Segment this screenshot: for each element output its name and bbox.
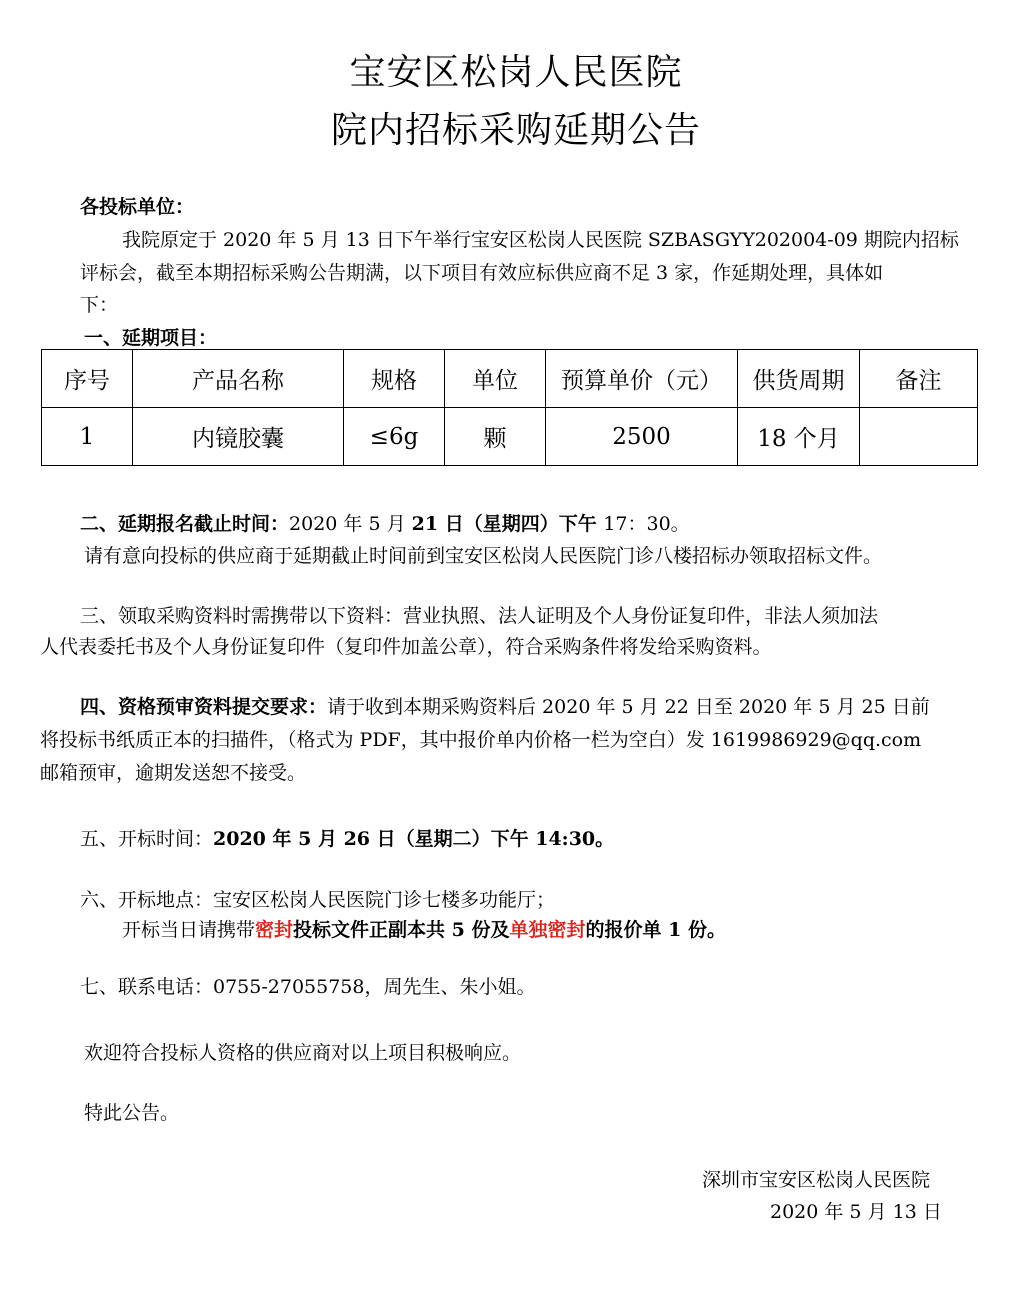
signature-org: 深圳市宝安区松岗人民医院: [702, 1169, 931, 1191]
section-5-value: 2020 年 5 月 26 日（星期二）下午 14:30。: [213, 828, 615, 850]
section-6-instruction: [122, 915, 726, 942]
salutation: 各投标单位：: [80, 196, 195, 218]
section-1-label: 一、延期项目：: [84, 327, 218, 349]
section-2-weekday: 日（星期四）下午: [438, 513, 604, 535]
section-6-text-a: 开标当日请携带: [122, 919, 256, 941]
section-7-contact: 七、联系电话：0755-27055758，周先生、朱小姐。: [80, 976, 536, 998]
header-cell-spec: 规格: [344, 350, 445, 408]
header-cell-price: 预算单价（元）: [546, 350, 738, 408]
section-6-location: 六、开标地点：宝安区松岗人民医院门诊七楼多功能厅；: [80, 889, 556, 911]
notice-title-hospital: 宝安区松岗人民医院: [349, 52, 683, 93]
closing-notice: 特此公告。: [84, 1102, 180, 1124]
cell-spec: ≤6g: [344, 408, 445, 466]
table-header-row: [42, 350, 978, 408]
section-4-line-1: [80, 692, 930, 719]
cell-product: 内镜胶囊: [133, 408, 344, 466]
section-6-text-c: 投标文件正副本共 5 份及: [293, 919, 510, 941]
closing-welcome: 欢迎符合投标人资格的供应商对以上项目积极响应。: [84, 1042, 522, 1064]
section-6-sealed: 密封: [255, 919, 294, 941]
section-3-line-2: 人代表委托书及个人身份证复印件（复印件加盖公章），符合采购条件将发给采购资料。: [40, 636, 772, 658]
section-4-text: 请于收到本期采购资料后 2020 年 5 月 22 日至 2020 年 5 月 25 日前: [327, 696, 930, 718]
cell-unit: 颗: [445, 408, 546, 466]
header-cell-index: 序号: [42, 350, 133, 408]
section-2-label: 二、延期报名截止时间：: [80, 513, 290, 535]
header-cell-period: 供货周期: [738, 350, 860, 408]
section-2-time: 17：30。: [603, 513, 690, 535]
intro-line-3: 下：: [80, 294, 119, 316]
section-2-date: 2020 年 5 月: [289, 513, 412, 535]
section-6-text-e: 的报价单 1 份。: [585, 919, 726, 941]
cell-remark: [860, 408, 978, 466]
header-cell-remark: 备注: [860, 350, 978, 408]
section-2-note: 请有意向投标的供应商于延期截止时间前到宝安区松岗人民医院门诊八楼招标办领取招标文件。: [84, 545, 883, 567]
section-2-deadline: [80, 509, 690, 536]
signature-date: 2020 年 5 月 13 日: [770, 1201, 942, 1223]
section-2-day: 21: [411, 513, 439, 535]
header-cell-unit: 单位: [445, 350, 546, 408]
cell-price: 2500: [546, 408, 738, 466]
section-4-line-2: 将投标书纸质正本的扫描件，（格式为 PDF，其中报价单内价格一栏为空白）发 1619986929@qq.com: [40, 729, 922, 751]
section-6-separately-sealed: 单独密封: [509, 919, 586, 941]
table-row: [42, 408, 978, 466]
section-3-line-1: 三、领取采购资料时需携带以下资料：营业执照、法人证明及个人身份证复印件，非法人须加法: [80, 605, 879, 627]
section-4-line-3: 邮箱预审，逾期发送恕不接受。: [40, 762, 307, 784]
header-cell-product: 产品名称: [133, 350, 344, 408]
section-5-label: 五、开标时间：: [80, 828, 214, 850]
cell-period: 18 个月: [738, 408, 860, 466]
section-5-open-time: [80, 824, 614, 851]
items-table: [41, 349, 978, 466]
intro-line-1: 我院原定于 2020 年 5 月 13 日下午举行宝安区松岗人民医院 SZBASGYY202004-09 期院内招标: [122, 229, 959, 251]
notice-title: 院内招标采购延期公告: [330, 110, 701, 151]
intro-line-2: 评标会，截至本期招标采购公告期满，以下项目有效应标供应商不足 3 家，作延期处理，具体如: [80, 262, 884, 284]
section-4-label: 四、资格预审资料提交要求：: [80, 696, 328, 718]
cell-index: 1: [42, 408, 133, 466]
